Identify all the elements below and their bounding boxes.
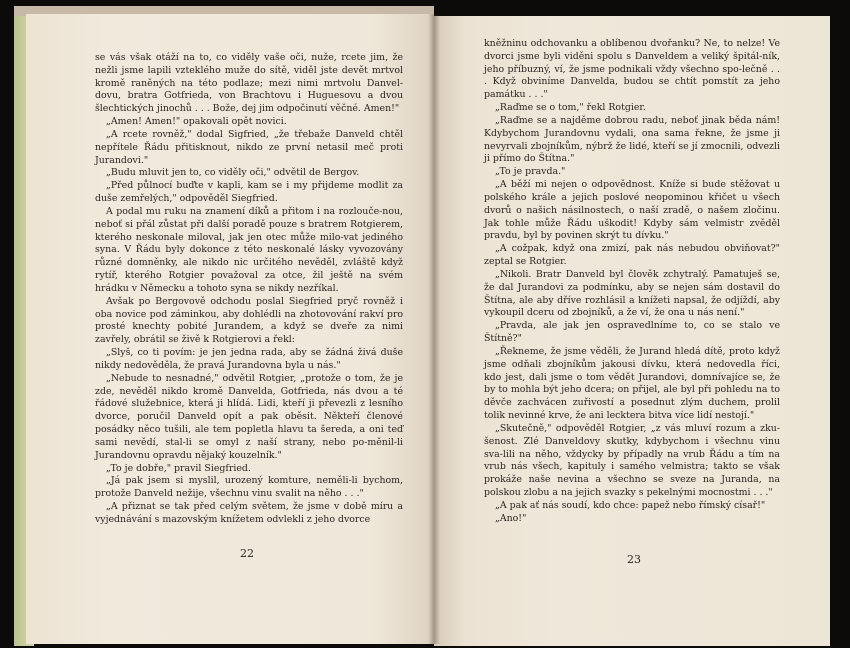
paragraph: „To je pravda.": [495, 166, 566, 178]
right-page-text: [484, 38, 780, 525]
paragraph: „Budu mluvit jen to, co viděly oči," odvětil de Bergov.: [106, 167, 360, 179]
paragraph: „Slyš, co ti povím: je jen jedna rada, aby se žádná živá duše nikdy nedověděla, že pravá Jurandovna byla u nás.": [95, 347, 403, 371]
paragraph: kněžninu odchovanku a oblíbenou dvořanku? Ne, to nelze! Ve dvorci jsme byli viděni spolu s Danveldem a veliký špitál-ník, jeho příbuzný, ví, že jsme podnikali vždy všechno spo-lečně . . . Když obviníme Danvelda, budou se chtít pomstít za jeho památku . . .": [484, 38, 780, 101]
paragraph: „Před půlnocí buďte v kapli, kam se i my přijdeme modlit za duše zemřelých," odpověděl Siegfried.: [95, 180, 403, 205]
page-number-right: 23: [627, 553, 641, 566]
paragraph: „A cožpak, když ona zmizí, pak nás nebudou obviňovat?" zeptal se Rotgier.: [484, 243, 780, 268]
paragraph: „Nebude to nesnadné," odvětil Rotgier, „protože o tom, že je zde, nevěděl nikdo kromě Danvelda, Gotfrieda, nás dvou a té řádové služebnice, která ji hlídá. Lidi, kteří ji převezli z lesního dvorce, poručil Danveld opít a pak oběsit. Někteří členové posádky něco tušili, ale tem popletla hlavu ta šereda, a oni teď sami nevědí, stal-li se omyl z naší strany, nebo po-měnil-li Jurandovnu opravdu nějaký kouzelník.": [95, 372, 403, 461]
paragraph: „Já pak jsem si myslil, urozený komture, neměli-li bychom, protože Danveld nežije, všechnu vinu svalit na něho . . .": [95, 475, 403, 500]
paragraph: A podal mu ruku na znamení díků a přitom i na rozlouče-nou, neboť si přál zůstat při další poradě pouze s bratrem Rotgierem, kterého neskonale miloval, jak jen otec může milo-vat jediného syna. V Řádu byly dokonce z této neskonalé lásky vyvozovány různé domněnky, ale nikdo nic určitého nevěděl, zvláště když rytíř, kterého Rotgier považoval za otce, žil ještě na svém hrádku v Německu a tohoto syna se nikdy nezříkal.: [95, 205, 403, 294]
paragraph: „To je dobře," pravil Siegfried.: [106, 462, 251, 474]
paragraph: „A rcete rovněž," dodal Sigfried, „že třebaže Danveld chtěl nepřítele Řádu přitisknout, nikdo ze první netasil meč proti Jurandovi.": [95, 128, 403, 166]
page-number-left: 22: [240, 547, 254, 560]
paragraph: Avšak po Bergovově odchodu poslal Siegfried pryč rovněž i oba novice pod záminkou, aby dohlédli na zhotovování rakví pro prosté knechty pobité Jurandem, a když se dveře za nimi zavřely, obrátil se živě k Rotgierovi a řekl:: [95, 295, 403, 346]
book-gutter: [428, 14, 440, 644]
paragraph: „Ano!": [495, 512, 527, 524]
paragraph: „Raďme se o tom," řekl Rotgier.: [495, 102, 646, 114]
paragraph: „Raďme se a najděme dobrou radu, neboť jinak běda nám! Kdybychom Jurandovnu vydali, ona sama řekne, že jsme ji nevyrvali zbojníkům, nýbrž že lidé, kteří se jí zmocnili, odvezli ji přímo do Štítna.": [484, 114, 780, 165]
paragraph: „A běží mi nejen o odpovědnost. Kníže si bude stěžovat u polského krále a jejich poslové neopominou křičet u všech dvorů o našich násilnostech, o naší zradě, o našem zločinu. Jak tohle může Řádu uškodit! Kdyby sám velmistr zvěděl pravdu, byl by povinen skrýt tu dívku.": [484, 179, 780, 242]
paragraph: „Amen! Amen!" opakovali opět novici.: [106, 116, 287, 128]
paragraph: „Pravda, ale jak jen ospravedlníme to, co se stalo ve Štítně?": [484, 320, 780, 345]
left-page-text: [95, 52, 403, 527]
paragraph: „A pak ať nás soudí, kdo chce: papež nebo římský císař!": [495, 499, 766, 511]
paragraph: „A přiznat se tak před celým světem, že jsme v době míru a vyjednávání s mazovským knížetem odvlekli z jeho dvorce: [95, 500, 403, 525]
paragraph: „Řekneme, že jsme věděli, že Jurand hledá dítě, proto když jsme odňali zbojníkům jakousi dívku, která nedovedla říci, kdo jest, dali jsme o tom vědět Jurandovi, domnívajíce se, že by to mohla být jeho dcera; on přijel, ale byl při pohledu na to děvče zachvácen zuřivostí a posednut zlým duchem, prolil tolik nevinné krve, že ani lecktera bitva více lidí nestojí.": [484, 345, 780, 422]
paragraph: se vás však otáží na to, co viděly vaše oči, nuže, rcete jim, že nežli jsme lapili vzteklého muže do sítě, viděl jste devět mrtvol kromě raněných na této podlaze; mezi nimi mrtvolu Danvel-dovu, bratra Gotfrieda, von Brachtovu i Huguesovu a dvou šlechtických jinochů . . . Bože, dej jim odpočinutí věčné. Amen!": [95, 52, 403, 115]
paragraph: „Nikoli. Bratr Danveld byl člověk zchytralý. Pamatuješ se, že dal Jurandovi za podmínku, aby se nejen sám dostavil do Štítna, ale aby dříve rozhlásil a knížeti napsal, že odjíždí, aby vykoupil dceru od zbojníků, a že ví, že ona u nás není.": [484, 268, 780, 319]
paragraph: „Skutečně," odpověděl Rotgier, „z vás mluví rozum a zku-šenost. Zlé Danveldovy skutky, kdybychom i všechnu vinu sva-lili na něho, vždycky by případly na vrub Řádu a tím na vrub nás všech, kapituly i samého velmistra; takto se však prokáže naše nevina a všechno se sveze na Juranda, na polskou zlobu a na jejich svazky s pekelnými mocnostmi . . .": [484, 422, 780, 498]
